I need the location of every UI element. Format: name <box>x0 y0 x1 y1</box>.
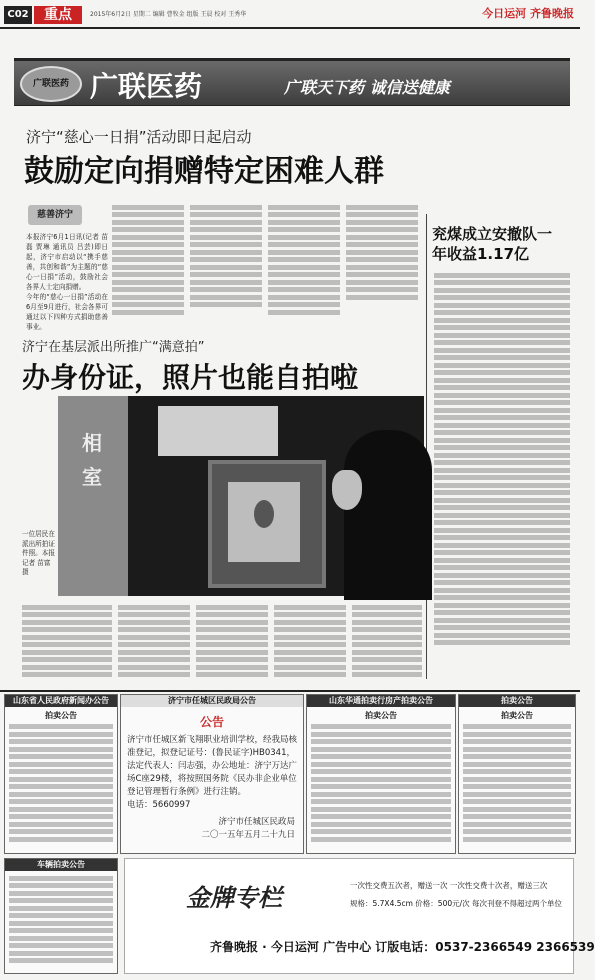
story1-column-4 <box>268 202 340 322</box>
ad1-header: 山东省人民政府新闻办公告 <box>5 695 117 707</box>
sidebar-rule <box>426 214 427 679</box>
story2-column-1 <box>22 602 112 682</box>
gold-column-ad <box>124 858 574 974</box>
story2-headline: 办身份证，照片也能自拍啦 <box>22 361 359 394</box>
story2-kicker: 济宁在基层派出所推广“满意拍” <box>22 340 205 355</box>
ad2-body: 济宁市任城区新飞翔职业培训学校，经我局核准登记，拟登记证号：(鲁民证字)HB0341，法定代表人：闫志强，办公地址：济宁万达广场C座29楼，将按照国务院《民办非企业单位登记管理暂行条例》进行注销。 <box>127 735 298 797</box>
ads-rule <box>0 690 580 692</box>
story1-para: 今年的“慈心一日捐”活动在6月至9月进行，社会各界可通过以下四种方式捐助慈善事业。 <box>26 293 108 331</box>
story2-column-2 <box>118 602 190 682</box>
ad3-title: 拍卖公告 <box>365 711 397 720</box>
issue-meta: 2015年6月2日 星期二 编辑 曹牧金 组版 王晨 校对 王秀华 <box>90 11 247 18</box>
story2-photo <box>58 396 424 596</box>
masthead-brand: 今日运河 齐鲁晚报 <box>482 7 574 20</box>
gold-column-title: 金牌专栏 <box>186 883 282 912</box>
story2-column-4 <box>274 602 346 682</box>
gold-column-item-1: 一次性交费五次者，赠送一次 一次性交费十次者，赠送三次 <box>350 881 548 890</box>
sponsor-name: 广联医药 <box>90 70 203 103</box>
photo-person <box>344 430 432 600</box>
page-code: C02 <box>4 6 32 24</box>
story1-lead: 本报济宁6月1日讯(记者 苗磊 贾琳 通讯员 吕芸)即日起，济宁市启动以“携手慈善，共创和谐”为主题的“慈心一日捐”活动，鼓励社会各界人士定向捐赠。 <box>26 233 108 291</box>
photo-screen-face <box>254 500 274 528</box>
gold-column-item-2: 规格：5.7X4.5cm 价格：500元/次 每次刊登不得超过两个单位 <box>350 899 563 908</box>
gold-column-footer: 齐鲁晚报 · 今日运河 广告中心 订版电话：0537-2366549 2366539 <box>210 940 595 954</box>
ad2-phone: 电话：5660997 <box>127 800 191 810</box>
ad-notice-3 <box>306 694 456 854</box>
story1-column-3 <box>190 202 262 322</box>
ad-notice-4 <box>458 694 576 854</box>
story2-column-3 <box>196 602 268 682</box>
story1-headline: 鼓励定向捐赠特定困难人群 <box>24 154 384 189</box>
photo-caption: 一位居民在派出所拍证件照。本报记者 苗富 摄 <box>22 530 55 576</box>
ad2-title: 公告 <box>199 715 224 729</box>
ad4-header: 拍卖公告 <box>459 695 575 707</box>
sidebar-headline: 兖煤成立安撤队一年收益1.17亿 <box>432 225 553 263</box>
ad1-title: 拍卖公告 <box>45 711 77 720</box>
story1-column-1 <box>26 232 108 331</box>
story2-column-5 <box>352 602 422 682</box>
ad-notice-2 <box>120 694 304 854</box>
header-rule <box>0 27 580 29</box>
charity-stamp: 慈善济宁 <box>28 205 82 225</box>
ad-notice-1 <box>4 694 118 854</box>
sponsor-logo: 广联医药 <box>20 66 82 102</box>
ad-notice-5 <box>4 858 118 974</box>
story1-kicker: 济宁“慈心一日捐”活动即日起启动 <box>26 128 252 146</box>
ad2-signature: 济宁市任城区民政局 二〇一五年五月二十九日 <box>201 817 295 840</box>
sidebar-body <box>434 270 570 678</box>
photo-person-face <box>332 470 362 510</box>
story1-column-2 <box>112 202 184 322</box>
ad3-header: 山东华通拍卖行房产拍卖公告 <box>307 695 455 707</box>
ad4-title: 拍卖公告 <box>501 711 533 720</box>
ad2-header: 济宁市任城区民政局公告 <box>121 695 303 707</box>
sponsor-banner <box>14 58 570 106</box>
story1-column-5 <box>346 202 418 322</box>
photo-wall-frame <box>158 406 278 456</box>
section-label: 重点 <box>34 6 82 24</box>
photo-wall-sign: 相室 <box>82 431 102 489</box>
ad5-header: 车辆拍卖公告 <box>5 859 117 871</box>
sponsor-slogan: 广联天下药 诚信送健康 <box>284 78 450 97</box>
